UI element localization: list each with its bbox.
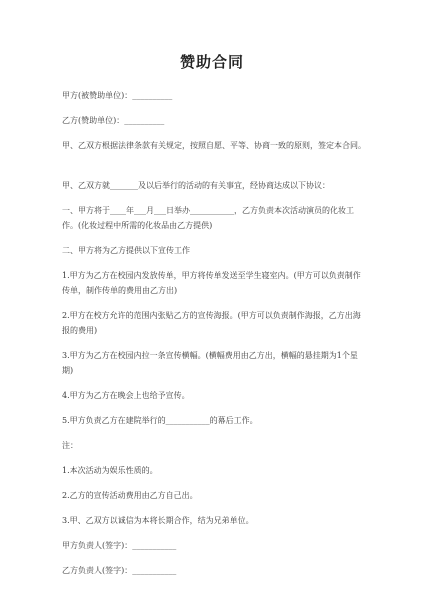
- clause-two-item-5: 5.甲方负责乙方在建院举行的___________的幕后工作。: [62, 416, 258, 425]
- clause-two-item-3: 3.甲方为乙方在校园内拉一条宣传横幅。(横幅费用由乙方出，横幅的悬挂期为1个星期): [62, 351, 358, 375]
- note-item-2: 2.乙方的宣传活动费用由乙方自己出。: [62, 491, 198, 500]
- note-item-3: 3.甲、乙双方以诚信为本将长期合作，结为兄弟单位。: [62, 516, 254, 525]
- note-item-1: 1.本次活动为娱乐性质的。: [62, 466, 158, 475]
- clause-two-item-2: 2.甲方在校方允许的范围内张贴乙方的宣传海报。(甲方可以负责制作海报，乙方出海报的费用): [62, 311, 361, 335]
- clause-one: 一、甲方将于____年___月___日举办___________，乙方负责本次活动演员的化妆工作。(化妆过程中所需的化妆品由乙方提供): [62, 206, 354, 230]
- document-title: 赞助合同: [179, 53, 244, 71]
- party-b-line: 乙方(赞助单位)：__________: [62, 116, 165, 125]
- party-a-line: 甲方(被赞助单位)：__________: [62, 91, 173, 100]
- clause-two-item-1: 1.甲方为乙方在校园内发放传单，甲方将传单发送至学生寝室内。(甲方可以负责制作传单，制作传单的费用由乙方出): [62, 271, 361, 295]
- clause-two-item-4: 4.甲方为乙方在晚会上也给予宣传。: [62, 391, 190, 400]
- party-a-signature: 甲方负责人(签字)：___________: [62, 541, 177, 550]
- agreement-intro: 甲、乙双方就_______及以后举行的活动的有关事宜，经协商达成以下协议：: [62, 181, 330, 190]
- clause-two-heading: 二、甲方将为乙方提供以下宣传工作: [62, 246, 190, 255]
- party-b-signature: 乙方负责人(签字)：___________: [62, 566, 177, 575]
- preamble-paragraph: 甲、乙双方根据法律条款有关规定，按照自愿、平等、协商一致的原则，签定本合同。: [62, 141, 366, 150]
- notes-heading: 注：: [62, 441, 78, 450]
